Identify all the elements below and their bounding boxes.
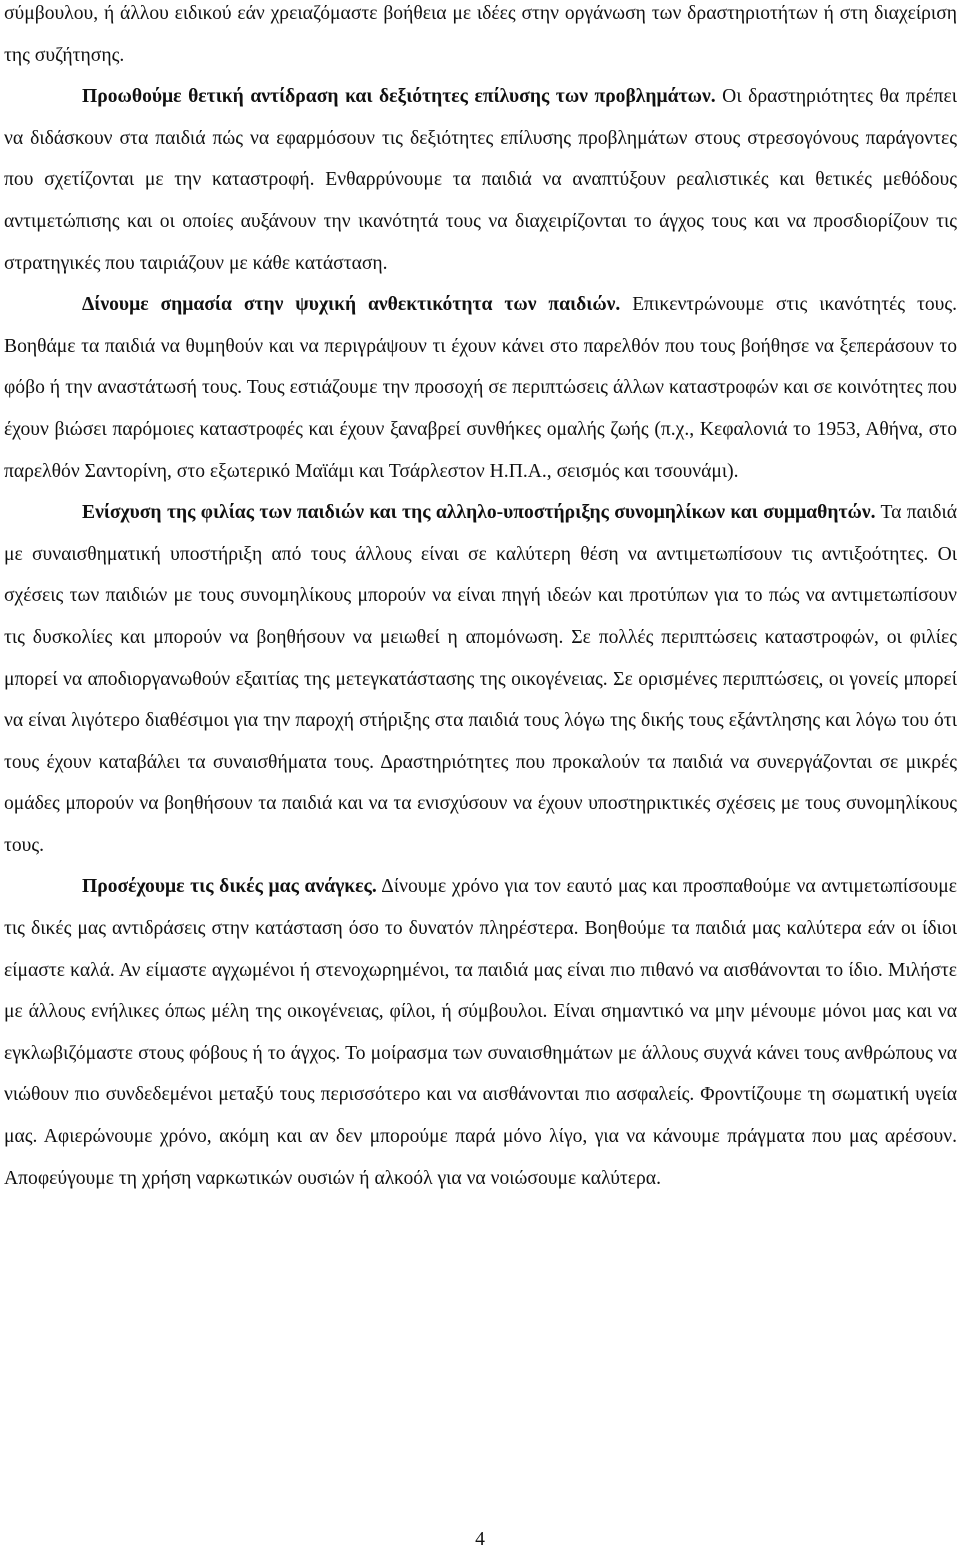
paragraph-text: Τα παιδιά με συναισθηματική υποστήριξη από τους άλλους είναι σε καλύτερη θέση να αντιμετωπίσουν τις αντιξοότητες. Οι σχέσεις των παιδιών με τους συνομηλίκους μπορούν να είναι πηγή ιδεών και προτύπων για το πώς να αντιμετωπίσουν τις δυσκολίες και μπορούν να βοηθήσουν να μειωθεί η απομόνωση. Σε πολλές περιπτώσεις καταστροφών, οι φιλίες μπορεί να αποδιοργανωθούν εξαιτίας της μετεγκατάστασης της οικογένειας. Σε ορισμένες περιπτώσεις, οι γονείς μπορεί να είναι λιγότερο διαθέσιμοι για την παροχή στήριξης στα παιδιά τους λόγω της δικής τους εξάντλησης και λόγω του ότι τους έχουν καταβάλει τα συναισθήματα τους. Δραστηριότητες που προκαλούν τα παιδιά να συνεργάζονται σε μικρές ομάδες μπορούν να βοηθήσουν τα παιδιά και να τα ενισχύσουν να έχουν υποστηρικτικές σχέσεις με τους συνομηλίκους τους. (4, 502, 957, 856)
page-number: 4 (475, 1529, 485, 1550)
paragraph-friendship (4, 492, 957, 866)
paragraph-own-needs (4, 866, 957, 1199)
document-body (4, 0, 957, 1199)
paragraph-heading: Δίνουμε σημασία στην ψυχική ανθεκτικότητα των παιδιών. (82, 294, 621, 316)
paragraph-resilience (4, 284, 957, 492)
paragraph-heading: Προωθούμε θετική αντίδραση και δεξιότητες επίλυσης των προβλημάτων. (82, 86, 716, 108)
paragraph-heading: Ενίσχυση της φιλίας των παιδιών και της αλληλο-υποστήριξης συνομηλίκων και συμμαθητών. (82, 502, 876, 524)
paragraph-text: Οι δραστηριότητες θα πρέπει να διδάσκουν στα παιδιά πώς να εφαρμόσουν τις δεξιότητες επίλυσης προβλημάτων στους στρεσογόνους παράγοντες που σχετίζονται με την καταστροφή. Ενθαρρύνουμε τα παιδιά να αναπτύξουν ρεαλιστικές και θετικές μεθόδους αντιμετώπισης και οι οποίες αυξάνουν την ικανότητά τους να διαχειρίζονται το άγχος τους και να προσδιορίζουν τις στρατηγικές που ταιριάζουν με κάθε κατάσταση. (4, 86, 957, 274)
paragraph-text: Δίνουμε χρόνο για τον εαυτό μας και προσπαθούμε να αντιμετωπίσουμε τις δικές μας αντιδράσεις στην κατάσταση όσο το δυνατόν πληρέστερα. Βοηθούμε τα παιδιά μας καλύτερα εάν οι ίδιοι είμαστε καλά. Αν είμαστε αγχωμένοι ή στενοχωρημένοι, τα παιδιά μας είναι πιο πιθανό να αισθάνονται το ίδιο. Μιλήστε με άλλους ενήλικες όπως μέλη της οικογένειας, φίλοι, ή σύμβουλοι. Είναι σημαντικό να μην μένουμε μόνοι μας και να εγκλωβιζόμαστε στους φόβους ή το άγχος. Το μοίρασμα των συναισθημάτων με άλλους συχνά κάνει τους ανθρώπους να νιώθουν πιο συνδεδεμένοι μεταξύ τους περισσότερο και να αισθάνονται πιο ασφαλείς. Φροντίζουμε τη σωματική υγεία μας. Αφιερώνουμε χρόνο, ακόμη και αν δεν μπορούμε παρά μόνο λίγο, για να κάνουμε πράγματα που μας αρέσουν. Αποφεύγουμε τη χρήση ναρκωτικών ουσιών ή αλκοόλ για να νοιώσουμε καλύτερα. (4, 876, 957, 1189)
paragraph-text: Επικεντρώνουμε στις ικανότητές τους. Βοηθάμε τα παιδιά να θυμηθούν και να περιγράψουν τι έχουν κάνει στο παρελθόν που τους βοήθησε να ξεπεράσουν το φόβο ή την αναστάτωσή τους. Τους εστιάζουμε την προσοχή σε περιπτώσεις άλλων καταστροφών και σε κοινότητες που έχουν βιώσει παρόμοιες καταστροφές και έχουν ξαναβρεί συνθήκες ομαλής ζωής (π.χ., Κεφαλονιά το 1953, Αθήνα, στο παρελθόν Σαντορίνη, στο εξωτερικό Μαϊάμι και Τσάρλεστον Η.Π.Α., σεισμός και τσουνάμι). (4, 294, 957, 482)
paragraph-heading: Προσέχουμε τις δικές μας ανάγκες. (82, 876, 377, 898)
paragraph-problem-solving (4, 76, 957, 284)
paragraph-continuation (4, 0, 957, 76)
paragraph-text: σύμβουλου, ή άλλου ειδικού εάν χρειαζόμαστε βοήθεια με ιδέες στην οργάνωση των δραστηριοτήτων ή στη διαχείριση της συζήτησης. (4, 3, 957, 66)
